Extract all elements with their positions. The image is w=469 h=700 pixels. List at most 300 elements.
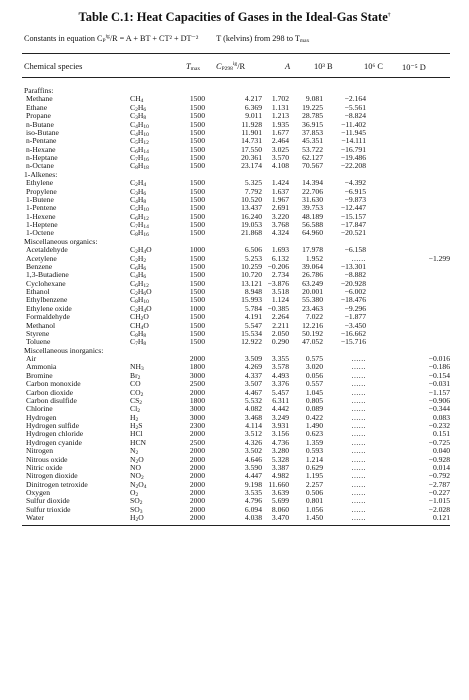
species-formula: $CS_2$: [130, 396, 143, 406]
d-value: 0.151: [432, 430, 451, 439]
table-spacer-cell: [366, 506, 402, 514]
species-formula: $C_8H_{10}$: [130, 296, 149, 305]
a-value: 1.124: [271, 296, 289, 305]
c-value: ......: [351, 480, 366, 489]
a-value: 4.108: [271, 162, 289, 171]
b-value: 53.722: [302, 145, 323, 154]
b-value: 20.001: [302, 288, 323, 296]
c-value: −19.486: [340, 154, 366, 162]
b-value: 19.225: [302, 103, 323, 112]
b-value: 0.506: [305, 489, 323, 497]
b-value: 14.394: [302, 179, 323, 188]
species-formula: $H_2S$: [130, 422, 143, 431]
species-formula: HCN: [130, 438, 147, 447]
table-spacer-cell: [366, 246, 402, 254]
tmax-value: 2000: [189, 388, 205, 397]
species-name: Hydrogen sulfide: [26, 422, 79, 430]
cp298-value: 7.792: [244, 187, 262, 196]
a-value: 1.935: [271, 120, 289, 129]
section-header-row: [22, 238, 450, 246]
species-name: Methanol: [26, 321, 56, 330]
table-row: [22, 322, 450, 330]
d-value: −0.227: [428, 489, 451, 497]
cp298-value: 4.447: [244, 472, 262, 481]
table-spacer-cell: [366, 330, 402, 338]
d-value: 0.121: [432, 514, 451, 523]
table-spacer-cell: [366, 288, 402, 296]
heat-capacity-table: [22, 87, 450, 523]
c-value: −13.301: [340, 262, 366, 271]
a-value: 3.518: [271, 288, 289, 296]
table-spacer-cell: [366, 221, 402, 229]
tmax-value: 1500: [189, 329, 205, 338]
species-name: Nitric oxide: [26, 463, 63, 472]
c-value: −16.791: [340, 145, 366, 154]
table-row: [22, 246, 450, 254]
a-value: 4.442: [271, 405, 289, 414]
table-row: [22, 489, 450, 497]
header-rule: [22, 77, 450, 78]
cp298-value: 3.502: [244, 447, 262, 456]
d-value: −0.344: [428, 405, 451, 414]
b-value: 23.463: [302, 304, 323, 313]
species-formula: $C_3H_6$: [130, 187, 147, 196]
c-value: ......: [351, 472, 366, 481]
tmax-value: 1500: [189, 313, 205, 322]
table-row: [22, 154, 450, 162]
tmax-value: 3000: [189, 405, 205, 414]
species-formula: $C_2H_2$: [130, 254, 147, 263]
tmax-value: 2000: [189, 497, 205, 506]
d-value: [402, 330, 450, 338]
d-value: [402, 296, 450, 304]
species-formula: $C_6H_{12}$: [130, 212, 149, 221]
table-row: [22, 288, 450, 296]
table-spacer-cell: [366, 95, 402, 103]
species-formula: $N_2O_4$: [130, 480, 147, 489]
cp298-value: 4.337: [244, 371, 262, 380]
tmax-value: 2000: [189, 514, 205, 523]
d-value: [402, 271, 450, 279]
species-name: 1-Heptene: [26, 221, 58, 229]
a-value: 3.280: [271, 447, 289, 456]
b-value: 1.359: [305, 438, 323, 447]
d-value: −0.016: [428, 355, 451, 363]
species-name: Styrene: [26, 329, 50, 338]
b-value: 0.593: [305, 447, 323, 456]
c-value: ......: [351, 455, 366, 464]
table-spacer-cell: [366, 338, 402, 346]
c-value: −17.847: [340, 221, 366, 229]
tmax-value: 1500: [189, 154, 205, 162]
a-value: 2.691: [271, 204, 289, 213]
d-value: [402, 229, 450, 237]
table-spacer-cell: [366, 472, 402, 480]
table-row: [22, 506, 450, 514]
a-value: 3.931: [271, 422, 289, 430]
c-value: ......: [351, 422, 366, 430]
species-name: Ammonia: [26, 363, 57, 372]
cp298-value: 17.550: [241, 145, 262, 154]
tmax-value: 1500: [189, 221, 205, 229]
species-name: Hydrogen cyanide: [26, 438, 82, 447]
table-row: [22, 255, 450, 263]
d-value: 0.083: [432, 413, 451, 422]
species-formula: $C_6H_{12}$: [130, 279, 149, 288]
tmax-value: 1500: [189, 262, 205, 271]
tmax-value: 1000: [189, 246, 205, 255]
cp298-value: 9.011: [245, 112, 262, 121]
c-value: ......: [351, 388, 366, 397]
table-spacer-cell: [366, 255, 402, 263]
species-formula: $C_2H_6$: [130, 103, 147, 113]
tmax-value: 2000: [189, 472, 205, 481]
tmax-value: 1500: [189, 162, 205, 171]
table-spacer-cell: [366, 204, 402, 212]
a-value: 1.967: [271, 195, 289, 204]
species-formula: $C_2H_4$: [130, 179, 147, 188]
a-value: 3.220: [271, 212, 289, 221]
cp298-value: 9.198: [244, 480, 262, 489]
table-spacer-cell: [366, 188, 402, 196]
species-name: Oxygen: [26, 489, 51, 497]
section-header-row: [22, 171, 450, 179]
species-name: 1-Octene: [26, 229, 54, 238]
table-spacer-cell: [366, 439, 402, 447]
d-value: −1.015: [428, 497, 451, 506]
d-value: −2.787: [428, 480, 451, 489]
tmax-value: 2500: [189, 380, 205, 389]
a-value: 3.570: [271, 154, 289, 162]
species-name: Carbon monoxide: [26, 380, 81, 389]
cp298-value: 6.094: [244, 505, 262, 514]
a-value: 4.736: [271, 438, 289, 447]
tmax-value: 1500: [189, 128, 205, 137]
table-row: [22, 514, 450, 522]
table-spacer-cell: [366, 456, 402, 464]
d-value: [402, 263, 450, 271]
c-value: ......: [351, 438, 366, 447]
b-value: 0.422: [305, 413, 323, 422]
a-value: 3.639: [271, 489, 289, 497]
species-name: Toluene: [26, 338, 51, 347]
cp298-value: 4.326: [244, 438, 262, 447]
table-spacer-cell: [366, 380, 402, 388]
a-value: 5.457: [271, 388, 289, 397]
a-value: 3.578: [271, 363, 289, 372]
species-name: 1-Butene: [26, 195, 54, 204]
table-spacer-cell: [366, 213, 402, 221]
c-value: −9.873: [344, 195, 366, 204]
b-value: 0.801: [305, 497, 323, 506]
species-name: n-Octane: [26, 162, 54, 171]
d-value: [402, 305, 450, 313]
table-spacer-cell: [366, 363, 402, 371]
species-name: Ethanol: [26, 288, 50, 296]
table-spacer-cell: [366, 389, 402, 397]
species-formula: $C_8H_{18}$: [130, 162, 149, 171]
d-value: [402, 95, 450, 103]
a-value: 4.493: [271, 371, 289, 380]
table-body: [22, 87, 450, 523]
table-spacer-cell: [366, 397, 402, 405]
b-value: 3.020: [305, 363, 323, 372]
table-row: [22, 380, 450, 388]
c-value: −2.164: [344, 95, 366, 104]
d-value: −0.792: [428, 472, 451, 481]
species-name: Methane: [26, 95, 53, 104]
header-d: 10⁻⁵ D: [402, 63, 426, 72]
table-row: [22, 464, 450, 472]
b-value: 1.214: [305, 455, 323, 464]
b-value: 0.557: [305, 380, 323, 389]
table-spacer-cell: [366, 280, 402, 288]
table-spacer-cell: [366, 104, 402, 112]
cp298-value: 21.868: [241, 229, 262, 238]
cp298-value: 13.437: [241, 204, 262, 213]
species-formula: $N_2O$: [130, 455, 144, 464]
table-spacer-cell: [366, 313, 402, 321]
species-name: Ethylene oxide: [26, 304, 72, 313]
b-value: 1.045: [305, 388, 323, 397]
b-value: 7.022: [305, 313, 323, 322]
species-name: Acetaldehyde: [26, 246, 68, 255]
tmax-value: 1000: [189, 304, 205, 313]
a-value: 3.249: [271, 413, 289, 422]
species-name: 1,3-Butadiene: [26, 271, 69, 280]
table-row: [22, 296, 450, 304]
section-label: 1-Alkenes:: [24, 170, 58, 179]
species-name: Propylene: [26, 187, 57, 196]
species-name: Nitrogen dioxide: [26, 472, 78, 481]
table-row: [22, 263, 450, 271]
c-value: ......: [351, 497, 366, 506]
table-spacer-cell: [366, 263, 402, 271]
c-value: ......: [351, 380, 366, 389]
table-row: [22, 497, 450, 505]
species-name: Sulfur dioxide: [26, 497, 70, 506]
table-row: [22, 129, 450, 137]
species-name: Hydrogen chloride: [26, 430, 84, 439]
d-value: −0.928: [428, 455, 451, 464]
tmax-value: 2300: [189, 422, 205, 430]
a-value: 1.677: [271, 128, 289, 137]
a-value: 1.424: [271, 179, 289, 188]
c-value: −6.158: [344, 246, 366, 255]
b-value: 28.785: [302, 112, 323, 121]
d-value: [402, 338, 450, 346]
c-value: ......: [351, 430, 366, 439]
cp298-value: 4.467: [244, 388, 262, 397]
c-value: −18.476: [340, 296, 366, 305]
table-spacer-cell: [366, 271, 402, 279]
b-value: 26.786: [302, 271, 323, 280]
a-value: 2.464: [271, 137, 289, 146]
c-value: ......: [351, 447, 366, 456]
species-name: Carbon dioxide: [26, 388, 74, 397]
table-row: [22, 481, 450, 489]
table-row: [22, 213, 450, 221]
cp298-value: 4.038: [244, 514, 262, 523]
species-name: Propane: [26, 112, 51, 121]
species-name: Water: [26, 514, 44, 523]
cp298-value: 10.520: [241, 195, 262, 204]
c-value: −14.111: [341, 137, 366, 146]
tmax-value: 1500: [189, 137, 205, 146]
d-value: [402, 280, 450, 288]
cp298-value: 8.948: [244, 288, 262, 296]
species-formula: $C_4H_8$: [130, 195, 147, 205]
table-row: [22, 271, 450, 279]
species-name: Air: [26, 355, 37, 363]
d-value: −0.232: [428, 422, 451, 430]
b-value: 39.753: [302, 204, 323, 213]
table-spacer-cell: [366, 137, 402, 145]
tmax-value: 1500: [189, 271, 205, 280]
tmax-value: 2000: [189, 447, 205, 456]
c-value: ......: [351, 514, 366, 523]
table-spacer-cell: [366, 154, 402, 162]
b-value: 45.351: [302, 137, 323, 146]
tmax-value: 2000: [189, 455, 205, 464]
species-name: 1-Hexene: [26, 212, 56, 221]
species-name: 1-Pentene: [26, 204, 57, 213]
c-value: −9.296: [344, 304, 366, 313]
cp298-value: 12.922: [241, 338, 262, 347]
c-value: ......: [351, 254, 366, 263]
cp298-value: 16.240: [241, 212, 262, 221]
a-value: 2.211: [272, 321, 289, 330]
a-value: 3.025: [271, 145, 289, 154]
species-formula: $C_5H_{10}$: [130, 204, 149, 213]
c-value: −4.392: [344, 179, 366, 188]
c-value: −20.928: [340, 279, 366, 288]
c-value: −16.662: [340, 329, 366, 338]
tmax-value: 1500: [189, 321, 205, 330]
table-row: [22, 330, 450, 338]
species-formula: $C_7H_{14}$: [130, 221, 149, 230]
a-value: 2.050: [271, 329, 289, 338]
tmax-value: 2000: [189, 355, 205, 363]
species-formula: $C_7H_{16}$: [130, 154, 149, 163]
c-value: −8.824: [344, 112, 366, 121]
tmax-value: 1500: [189, 120, 205, 129]
a-value: 2.734: [271, 271, 289, 280]
table-row: [22, 137, 450, 145]
bottom-rule: [22, 525, 450, 526]
d-value: −0.031: [428, 380, 451, 389]
a-value: 4.324: [271, 229, 289, 238]
c-value: −15.716: [340, 338, 366, 347]
b-value: 17.978: [302, 246, 323, 255]
a-value: 3.387: [271, 463, 289, 472]
table-row: [22, 104, 450, 112]
b-value: 9.081: [305, 95, 323, 104]
species-formula: $C_2H_4O$: [130, 304, 152, 314]
d-value: −0.186: [428, 363, 451, 372]
species-name: Carbon disulfide: [26, 396, 77, 405]
a-value: 4.982: [271, 472, 289, 481]
species-name: Formaldehyde: [26, 313, 70, 322]
tmax-value: 1500: [189, 279, 205, 288]
c-value: −6.915: [344, 187, 366, 196]
tmax-value: 1800: [189, 396, 205, 405]
species-formula: $NO_2$: [130, 472, 144, 481]
tmax-value: 1500: [189, 296, 205, 305]
table-row: [22, 439, 450, 447]
table-title: Table C.1: Heat Capacities of Gases in the Ideal-Gas State†: [78, 10, 391, 24]
table-row: [22, 422, 450, 430]
cp298-value: 10.259: [241, 262, 262, 271]
species-formula: [127, 355, 175, 363]
b-value: 39.064: [302, 262, 323, 271]
a-value: −0.206: [267, 262, 289, 271]
b-value: 48.189: [302, 212, 323, 221]
species-formula: $C_7H_8$: [130, 338, 147, 347]
d-value: −0.725: [428, 438, 451, 447]
species-name: Bromine: [26, 371, 53, 380]
table-spacer-cell: [366, 514, 402, 522]
a-value: 8.060: [271, 505, 289, 514]
d-value: [402, 104, 450, 112]
table-subtitle: Constants in equation $C_P^{ig}/R = A$ + BT + CT² + DT⁻² T (kelvins) from 298 to $T_{max}$: [24, 33, 310, 44]
tmax-value: 1500: [189, 95, 205, 104]
table-row: [22, 280, 450, 288]
a-value: 1.693: [271, 246, 289, 255]
cp298-value: 4.269: [244, 363, 262, 372]
c-value: −22.208: [340, 162, 366, 171]
table-row: [22, 405, 450, 413]
cp298-value: 6.369: [244, 103, 262, 112]
table-spacer-cell: [366, 497, 402, 505]
table-row: [22, 447, 450, 455]
table-row: [22, 229, 450, 237]
table-row: [22, 397, 450, 405]
table-row: [22, 146, 450, 154]
table-spacer-cell: [366, 112, 402, 120]
tmax-value: 3000: [189, 413, 205, 422]
b-value: 0.805: [305, 396, 323, 405]
table-row: [22, 414, 450, 422]
species-formula: $Br_2$: [130, 371, 141, 381]
a-value: 5.699: [271, 497, 289, 506]
a-value: 3.768: [271, 221, 289, 229]
cp298-value: 4.082: [244, 405, 262, 414]
cp298-value: 4.796: [244, 497, 262, 506]
table-spacer-cell: [366, 414, 402, 422]
d-value: [402, 121, 450, 129]
c-value: ......: [351, 489, 366, 497]
b-value: 1.056: [305, 505, 323, 514]
table-row: [22, 372, 450, 380]
b-value: 47.052: [302, 338, 323, 347]
species-name: Ethane: [26, 103, 48, 112]
species-name: Ethylene: [26, 179, 53, 188]
cp298-value: 20.361: [241, 154, 262, 162]
tmax-value: 1500: [189, 254, 205, 263]
cp298-value: 3.512: [244, 430, 262, 439]
cp298-value: 5.784: [244, 304, 262, 313]
a-value: 1.702: [271, 95, 289, 104]
species-formula: $C_2H_6O$: [130, 288, 152, 297]
species-name: n-Butane: [26, 120, 54, 129]
header-c: 10⁶ C: [364, 62, 383, 71]
b-value: 2.257: [305, 480, 323, 489]
table-spacer-cell: [366, 196, 402, 204]
cp298-value: 5.325: [244, 179, 262, 188]
d-value: [402, 221, 450, 229]
table-spacer-cell: [366, 296, 402, 304]
